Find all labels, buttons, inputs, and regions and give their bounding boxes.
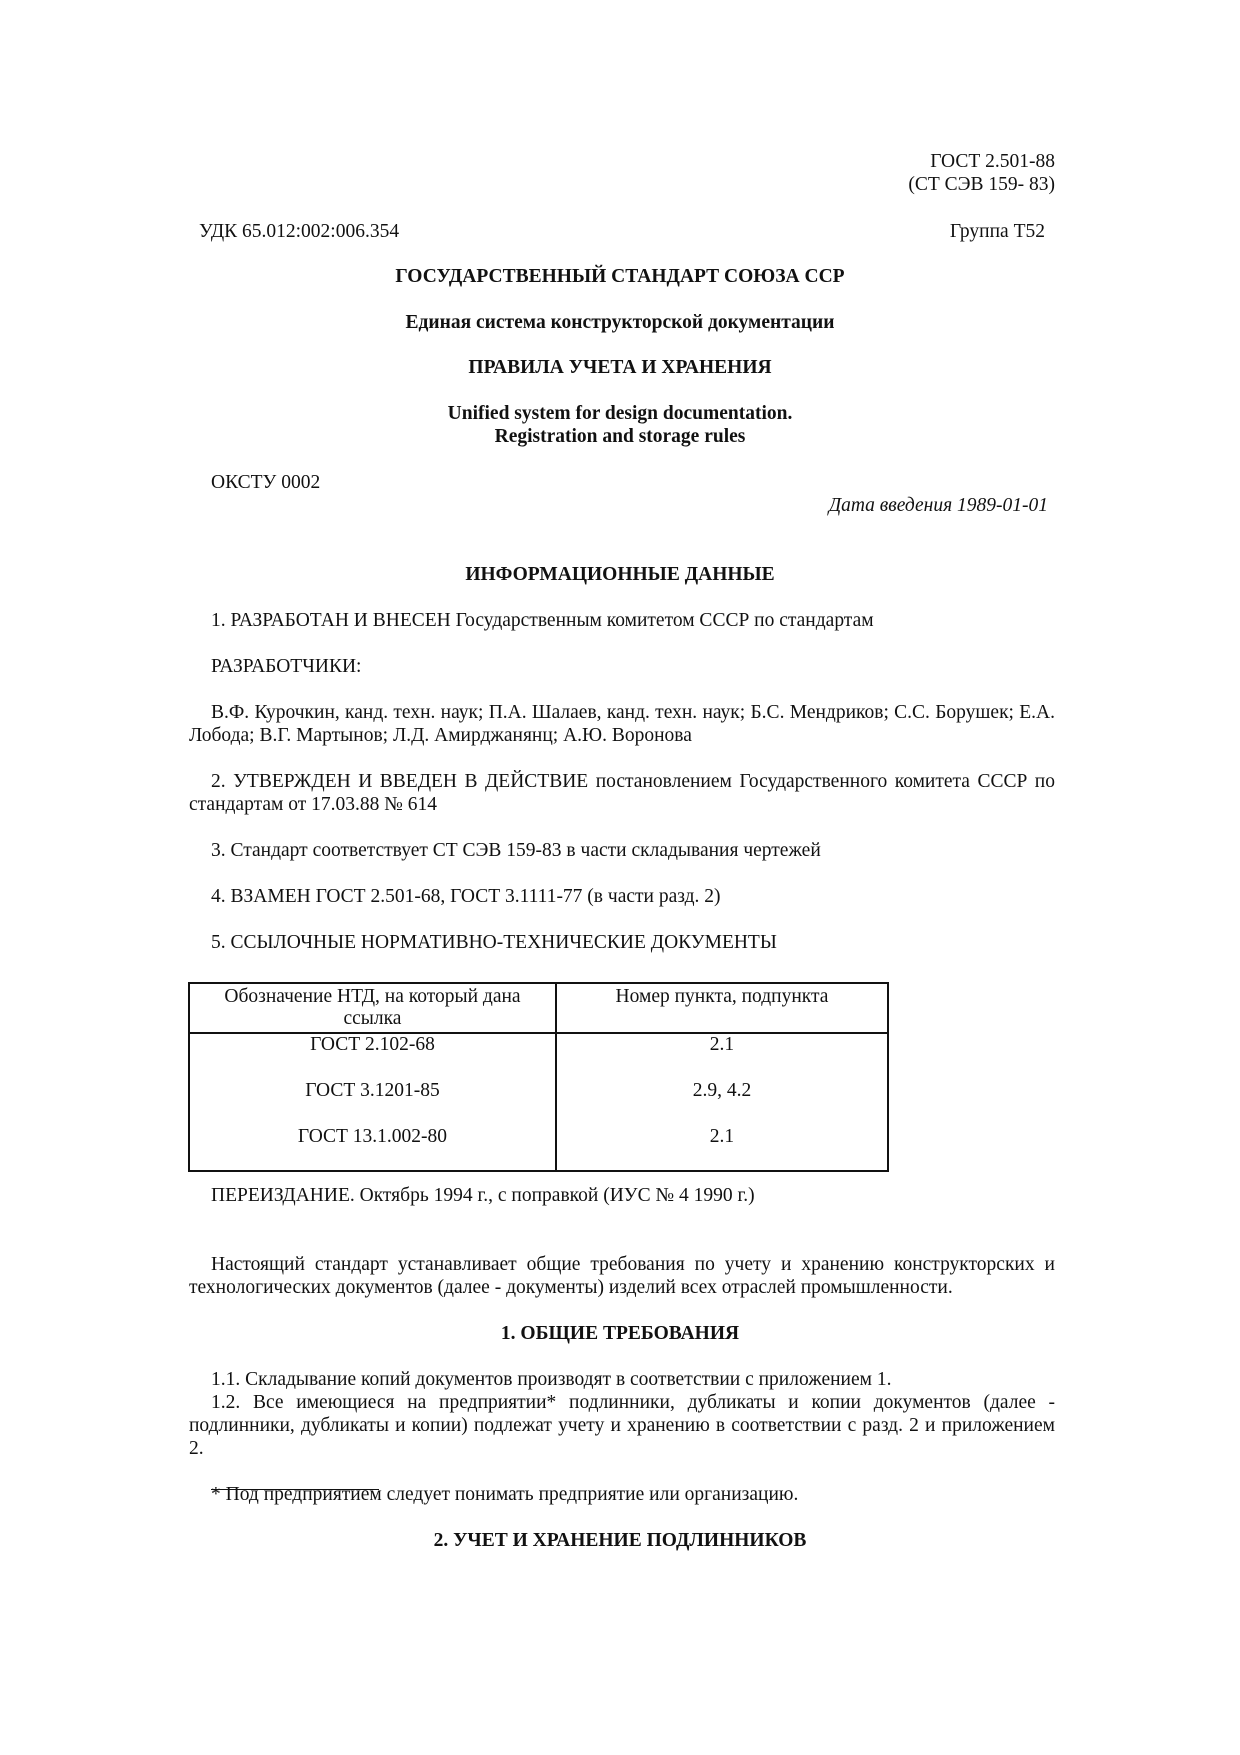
developers-list: В.Ф. Курочкин, канд. техн. наук; П.А. Шалаев, канд. техн. наук; Б.С. Мендриков; С.С. Борушек; Е.А. Лобода; В.Г. Мартынов; Л.Д. Амирджанянц; А.Ю. Воронова — [189, 702, 1055, 746]
english-title-line1: Unified system for design documentation. — [447, 403, 793, 424]
info-item-1: 1. РАЗРАБОТАН И ВНЕСЕН Государственным комитетом СССР по стандартам — [211, 610, 874, 631]
developers-label: РАЗРАБОТЧИКИ: — [211, 656, 362, 677]
english-title-line2: Registration and storage rules — [494, 426, 746, 447]
footnote: * Под предприятием следует понимать предприятие или организацию. — [211, 1484, 799, 1505]
scope-paragraph: Настоящий стандарт устанавливает общие требования по учету и хранению конструкторских и технологических документов (далее - документы) изделий всех отраслей промышленности. — [189, 1254, 1055, 1298]
gost-number: ГОСТ 2.501-88 — [930, 151, 1055, 172]
introduction-date: Дата введения 1989-01-01 — [828, 495, 1048, 516]
reference-documents-table — [188, 982, 889, 1172]
clause-1-2: 1.2. Все имеющиеся на предприятии* подлинники, дубликаты и копии документов (далее - подлинники, дубликаты и копии) подлежат учету и хранению в соответствии с разд. 2 и приложением 2. — [189, 1392, 1055, 1459]
system-title: Единая система конструкторской документации — [405, 312, 835, 333]
clause-1-1: 1.1. Складывание копий документов производят в соответствии с приложением 1. — [211, 1369, 892, 1390]
section-2-heading: 2. УЧЕТ И ХРАНЕНИЕ ПОДЛИННИКОВ — [433, 1530, 807, 1551]
info-item-5: 5. ССЫЛОЧНЫЕ НОРМАТИВНО-ТЕХНИЧЕСКИЕ ДОКУМЕНТЫ — [211, 932, 777, 953]
table-header-cell: Обозначение НТД, на который дана ссылка — [189, 983, 556, 1033]
state-standard-title: ГОСУДАРСТВЕННЫЙ СТАНДАРТ СОЮЗА ССР — [395, 266, 845, 287]
rules-title: ПРАВИЛА УЧЕТА И ХРАНЕНИЯ — [468, 357, 772, 378]
table-row — [189, 1126, 888, 1171]
info-heading: ИНФОРМАЦИОННЫЕ ДАННЫЕ — [465, 564, 775, 585]
table-cell: 2.1 — [556, 1126, 888, 1171]
table-cell: 2.1 — [556, 1033, 888, 1080]
okstu-code: ОКСТУ 0002 — [211, 472, 321, 493]
table-cell: ГОСТ 13.1.002-80 — [189, 1126, 556, 1171]
info-item-2: 2. УТВЕРЖДЕН И ВВЕДЕН В ДЕЙСТВИЕ постановлением Государственного комитета СССР по стандартам от 17.03.88 № 614 — [189, 771, 1055, 815]
table-header-row — [189, 983, 888, 1033]
section-1-heading: 1. ОБЩИЕ ТРЕБОВАНИЯ — [500, 1323, 740, 1344]
info-item-4: 4. ВЗАМЕН ГОСТ 2.501-68, ГОСТ 3.1111-77 (в части разд. 2) — [211, 886, 721, 907]
reissue-note: ПЕРЕИЗДАНИЕ. Октябрь 1994 г., с поправкой (ИУС № 4 1990 г.) — [211, 1185, 755, 1206]
table-cell: ГОСТ 3.1201-85 — [189, 1080, 556, 1126]
table-header-cell: Номер пункта, подпункта — [556, 983, 888, 1033]
table-cell: ГОСТ 2.102-68 — [189, 1033, 556, 1080]
sev-number: (СТ СЭВ 159- 83) — [908, 174, 1055, 195]
table-row — [189, 1080, 888, 1126]
group-code: Группа Т52 — [949, 221, 1045, 242]
table-row — [189, 1033, 888, 1080]
udk-code: УДК 65.012:002:006.354 — [199, 221, 400, 242]
table-cell: 2.9, 4.2 — [556, 1080, 888, 1126]
info-item-3: 3. Стандарт соответствует СТ СЭВ 159-83 в части складывания чертежей — [211, 840, 821, 861]
